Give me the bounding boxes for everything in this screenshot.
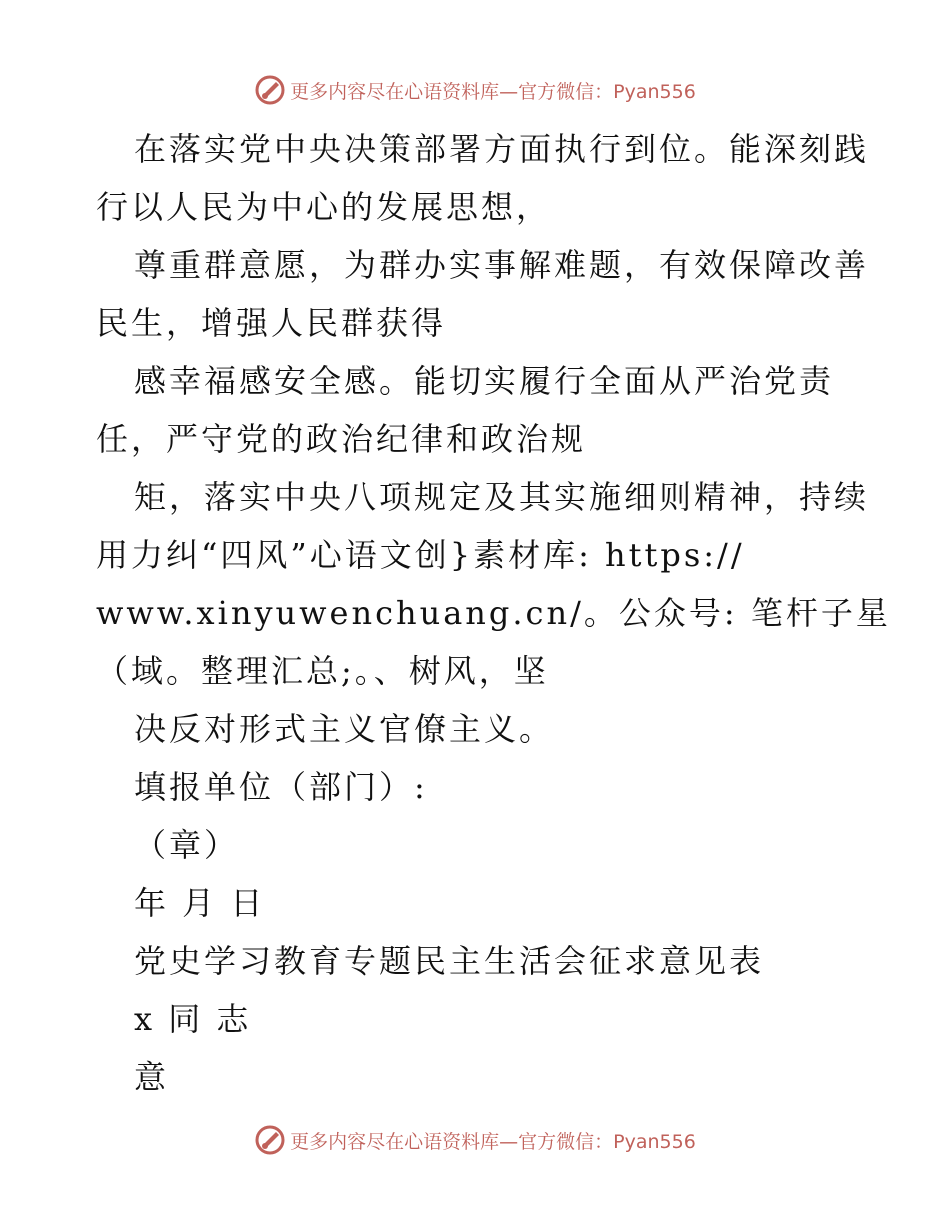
body-line: 感幸福感安全感。能切实履行全面从严治党责 [134,362,835,400]
body-line: www.xinyuwenchuang.cn/。公众号: 笔杆子星 [96,594,891,632]
form-unit-label: 填报单位（部门）: [134,768,428,806]
body-line: 矩，落实中央八项规定及其实施细则精神，持续 [134,478,870,516]
body-line: （域。整理汇总;。、树风，坚 [96,652,549,690]
date-label: 年 月 日 [134,884,266,922]
form-title: 党史学习教育专题民主生活会征求意见表 [134,942,765,980]
document-body [96,120,891,1106]
body-line: 行以人民为中心的发展思想， [96,188,552,226]
opinion-label: 意 [134,1058,170,1096]
header-text: 更多内容尽在心语资料库—官方微信：Pyan556 [290,80,696,103]
body-line: 民生，增强人民群获得 [96,304,447,342]
brush-seal-logo-icon [254,74,286,106]
seal-label: （章） [134,826,240,864]
body-line: 尊重群意愿，为群办实事解难题，有效保障改善 [134,246,870,284]
body-line: 决反对形式主义官僚主义。 [134,710,555,748]
brush-seal-logo-icon [254,1124,286,1156]
body-line: 在落实党中央决策部署方面执行到位。能深刻践 [134,130,870,168]
page-header [0,70,950,110]
footer-text: 更多内容尽在心语资料库—官方微信：Pyan556 [290,1130,696,1153]
comrade-label: x 同 志 [134,1000,252,1038]
page-footer [0,1120,950,1160]
body-line: 用力纠“四风”心语文创}素材库: https:// [96,536,745,574]
body-line: 任，严守党的政治纪律和政治规 [96,420,587,458]
